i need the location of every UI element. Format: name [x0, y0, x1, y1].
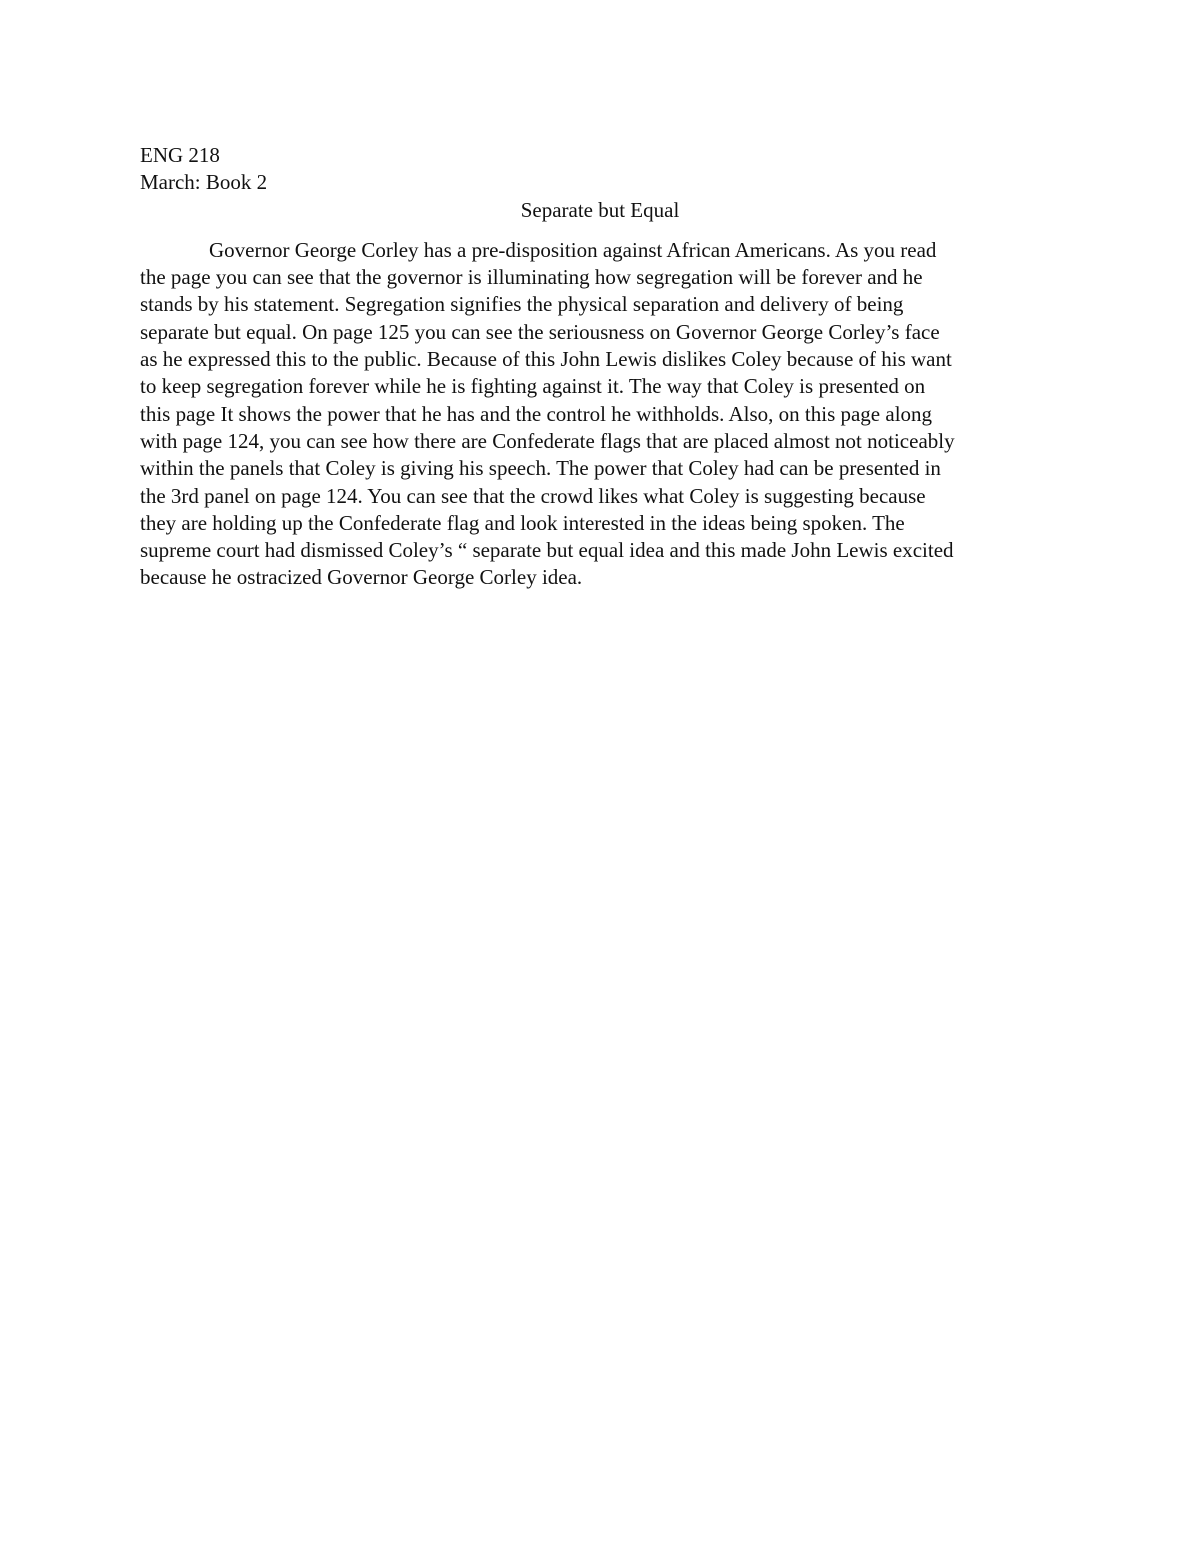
paragraph-line: with page 124, you can see how there are Confederate flags that are placed almost not noticeably [140, 428, 955, 453]
paragraph-line: they are holding up the Confederate flag and look interested in the ideas being spoken. The [140, 510, 905, 535]
paragraph-line: Governor George Corley has a pre-disposition against African Americans. As you read [209, 237, 937, 262]
paragraph-line: the 3rd panel on page 124. You can see that the crowd likes what Coley is suggesting because [140, 483, 926, 508]
paragraph-line: the page you can see that the governor is illuminating how segregation will be forever and he [140, 265, 923, 290]
course-label: ENG 218 [140, 143, 220, 167]
paragraph-line: separate but equal. On page 125 you can see the seriousness on Governor George Corley’s face [140, 319, 940, 344]
paragraph-line: stands by his statement. Segregation signifies the physical separation and delivery of being [140, 292, 904, 317]
paragraph-line: to keep segregation forever while he is fighting against it. The way that Coley is presented on [140, 374, 926, 399]
paragraph-line: because he ostracized Governor George Corley idea. [140, 565, 583, 590]
spacer [140, 224, 1060, 237]
paragraph-line: supreme court had dismissed Coley’s “ separate but equal idea and this made John Lewis excited [140, 538, 954, 563]
document-title: Separate but Equal [520, 197, 680, 222]
assignment-label: March: Book 2 [140, 170, 268, 195]
body-paragraph [140, 237, 1060, 592]
paragraph-line: as he expressed this to the public. Because of this John Lewis dislikes Coley because of his want [140, 347, 952, 372]
paragraph-line: within the panels that Coley is giving his speech. The power that Coley had can be presented in [140, 456, 941, 481]
paragraph-line: this page It shows the power that he has and the control he withholds. Also, on this page along [140, 401, 933, 426]
document-body [140, 142, 1060, 592]
